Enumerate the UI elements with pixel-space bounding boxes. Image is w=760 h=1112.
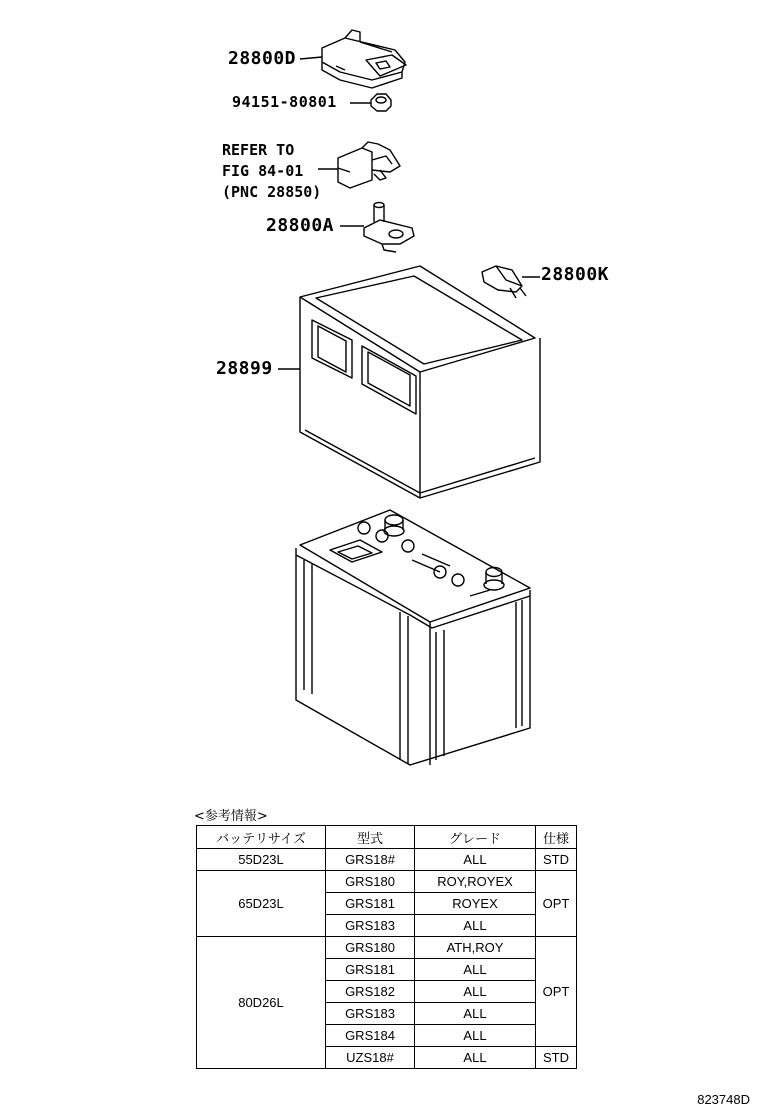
cell-model: UZS18# [326,1047,415,1069]
battery-spec-table [196,825,577,1069]
cell-size: 80D26L [197,937,326,1069]
refer-line-1: REFER TO [222,141,295,159]
cap-28800k-drawing [482,266,540,298]
terminal-clamp-drawing [318,142,400,188]
reference-info-title: <参考情報> [194,809,268,824]
cell-grade: ALL [415,915,536,937]
cell-grade: ROY,ROYEX [415,871,536,893]
table-row [197,871,577,893]
table-row [197,937,577,959]
refer-note [222,140,321,203]
cell-spec: STD [536,1047,577,1069]
part-label-94151-80801: 94151-80801 [232,93,337,111]
refer-line-3: (PNC 28850) [222,183,322,201]
cell-grade: ALL [415,959,536,981]
cell-model: GRS181 [326,959,415,981]
table-row [197,849,577,871]
cell-model: GRS180 [326,937,415,959]
cell-grade: ALL [415,1025,536,1047]
cell-spec: STD [536,849,577,871]
battery-drawing [296,510,530,765]
diagram-code: 823748D [697,1092,750,1107]
cell-model: GRS180 [326,871,415,893]
cell-model: GRS181 [326,893,415,915]
cell-model: GRS18# [326,849,415,871]
cell-size: 65D23L [197,871,326,937]
part-label-28800k: 28800K [541,264,610,285]
cell-grade: ALL [415,1003,536,1025]
part-label-28800a: 28800A [266,215,335,236]
header-grade: グレード [415,826,536,849]
header-model: 型式 [326,826,415,849]
cell-grade: ROYEX [415,893,536,915]
cell-grade: ALL [415,849,536,871]
terminal-cover-28800d-drawing [300,30,406,88]
cell-grade: ALL [415,1047,536,1069]
header-spec: 仕様 [536,826,577,849]
cell-spec: OPT [536,871,577,937]
header-battery-size: バッテリサイズ [197,826,326,849]
part-label-28899: 28899 [216,358,273,379]
cell-model: GRS182 [326,981,415,1003]
nut-94151-drawing [350,94,391,111]
cell-grade: ATH,ROY [415,937,536,959]
cell-grade: ALL [415,981,536,1003]
cell-spec: OPT [536,937,577,1047]
terminal-28800a-drawing [340,203,414,253]
part-label-28800d: 28800D [228,48,297,69]
cell-model: GRS184 [326,1025,415,1047]
battery-box-28899-drawing [278,266,540,498]
table-header-row [197,826,577,849]
cell-model: GRS183 [326,1003,415,1025]
refer-line-2: FIG 84-01 [222,162,304,180]
cell-size: 55D23L [197,849,326,871]
cell-model: GRS183 [326,915,415,937]
